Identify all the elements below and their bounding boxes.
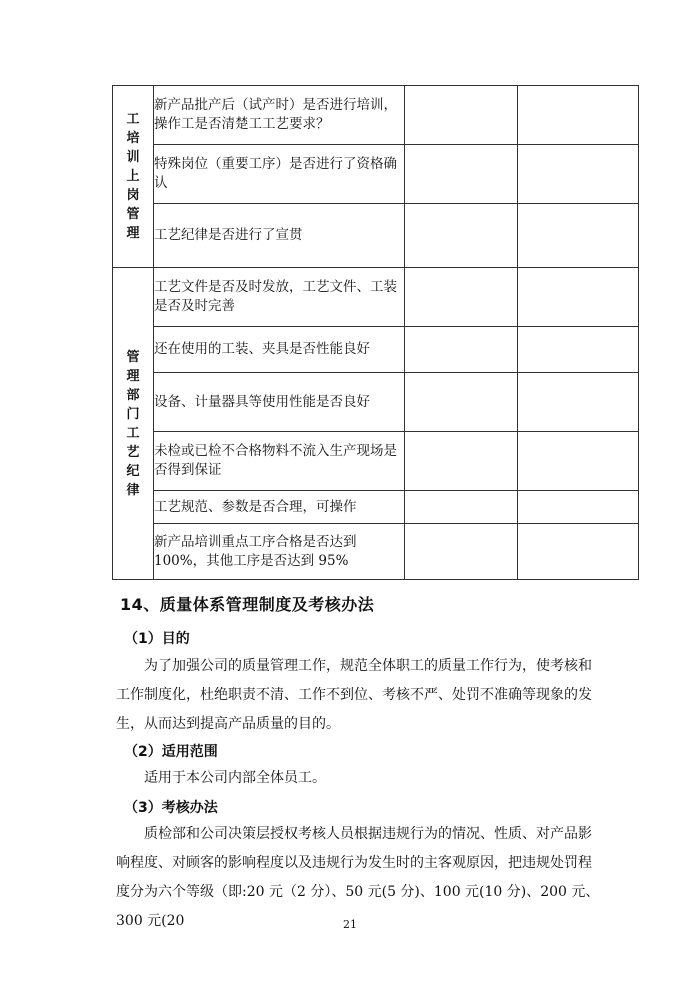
purpose-paragraph: 为了加强公司的质量管理工作，规范全体职工的质量工作行为，使考核和工作制度化，杜绝职责不清、工作不到位、考核不严、处罚不准确等现象的发生，从而达到提高产品质量的目的。 <box>116 658 592 732</box>
result-cell <box>405 268 518 327</box>
table-row <box>113 86 639 145</box>
page-number: 21 <box>343 918 357 931</box>
table-row <box>113 268 639 327</box>
remark-cell <box>518 524 639 580</box>
check-item: 工艺纪律是否进行了宣贯 <box>154 204 405 268</box>
remark-cell <box>518 373 639 432</box>
remark-cell <box>518 491 639 524</box>
check-item: 未检或已检不合格物料不流入生产现场是否得到保证 <box>154 432 405 491</box>
check-item: 新产品批产后（试产时）是否进行培训，操作工是否清楚工工艺要求？ <box>154 86 405 145</box>
scope-paragraph: 适用于本公司内部全体员工。 <box>144 770 326 786</box>
result-cell <box>405 327 518 373</box>
check-item: 新产品培训重点工序合格是否达到100%，其他工序是否达到 95% <box>154 524 405 580</box>
check-item: 特殊岗位（重要工序）是否进行了资格确认 <box>154 145 405 204</box>
result-cell <box>405 145 518 204</box>
table-row <box>113 491 639 524</box>
subsection-method-heading: （3）考核办法 <box>124 800 218 816</box>
subsection-purpose-heading: （1）目的 <box>124 631 190 647</box>
table-row <box>113 327 639 373</box>
result-cell <box>405 491 518 524</box>
section-14-heading: 14、质量体系管理制度及考核办法 <box>120 595 375 614</box>
check-item: 设备、计量器具等使用性能是否良好 <box>154 373 405 432</box>
result-cell <box>405 373 518 432</box>
method-paragraph: 质检部和公司决策层授权考核人员根据违规行为的情况、性质、对产品影响程度、对顾客的影响程度以及违规行为发生时的主客观原因，把违规处罚程度分为六个等级（即:20 元（2 分）、50 元(5 分)、100 元(10 分)、200 元、300 元(20 <box>116 826 600 929</box>
table-row <box>113 524 639 580</box>
check-item: 工艺文件是否及时发放，工艺文件、工装是否及时完善 <box>154 268 405 327</box>
audit-table <box>112 85 639 580</box>
result-cell <box>405 204 518 268</box>
table-row <box>113 432 639 491</box>
check-item: 工艺规范、参数是否合理，可操作 <box>154 491 405 524</box>
remark-cell <box>518 268 639 327</box>
result-cell <box>405 524 518 580</box>
result-cell <box>405 432 518 491</box>
section-label-cell <box>113 86 154 268</box>
section-label-cell <box>113 268 154 580</box>
remark-cell <box>518 86 639 145</box>
remark-cell <box>518 204 639 268</box>
section-label: 工培训上岗管理 <box>126 112 140 241</box>
subsection-scope-heading: （2）适用范围 <box>124 744 218 760</box>
table-row <box>113 145 639 204</box>
result-cell <box>405 86 518 145</box>
table-row <box>113 204 639 268</box>
section-label: 管理部门工艺纪律 <box>126 349 140 498</box>
remark-cell <box>518 327 639 373</box>
remark-cell <box>518 145 639 204</box>
table-row <box>113 373 639 432</box>
check-item: 还在使用的工装、夹具是否性能良好 <box>154 327 405 373</box>
remark-cell <box>518 432 639 491</box>
